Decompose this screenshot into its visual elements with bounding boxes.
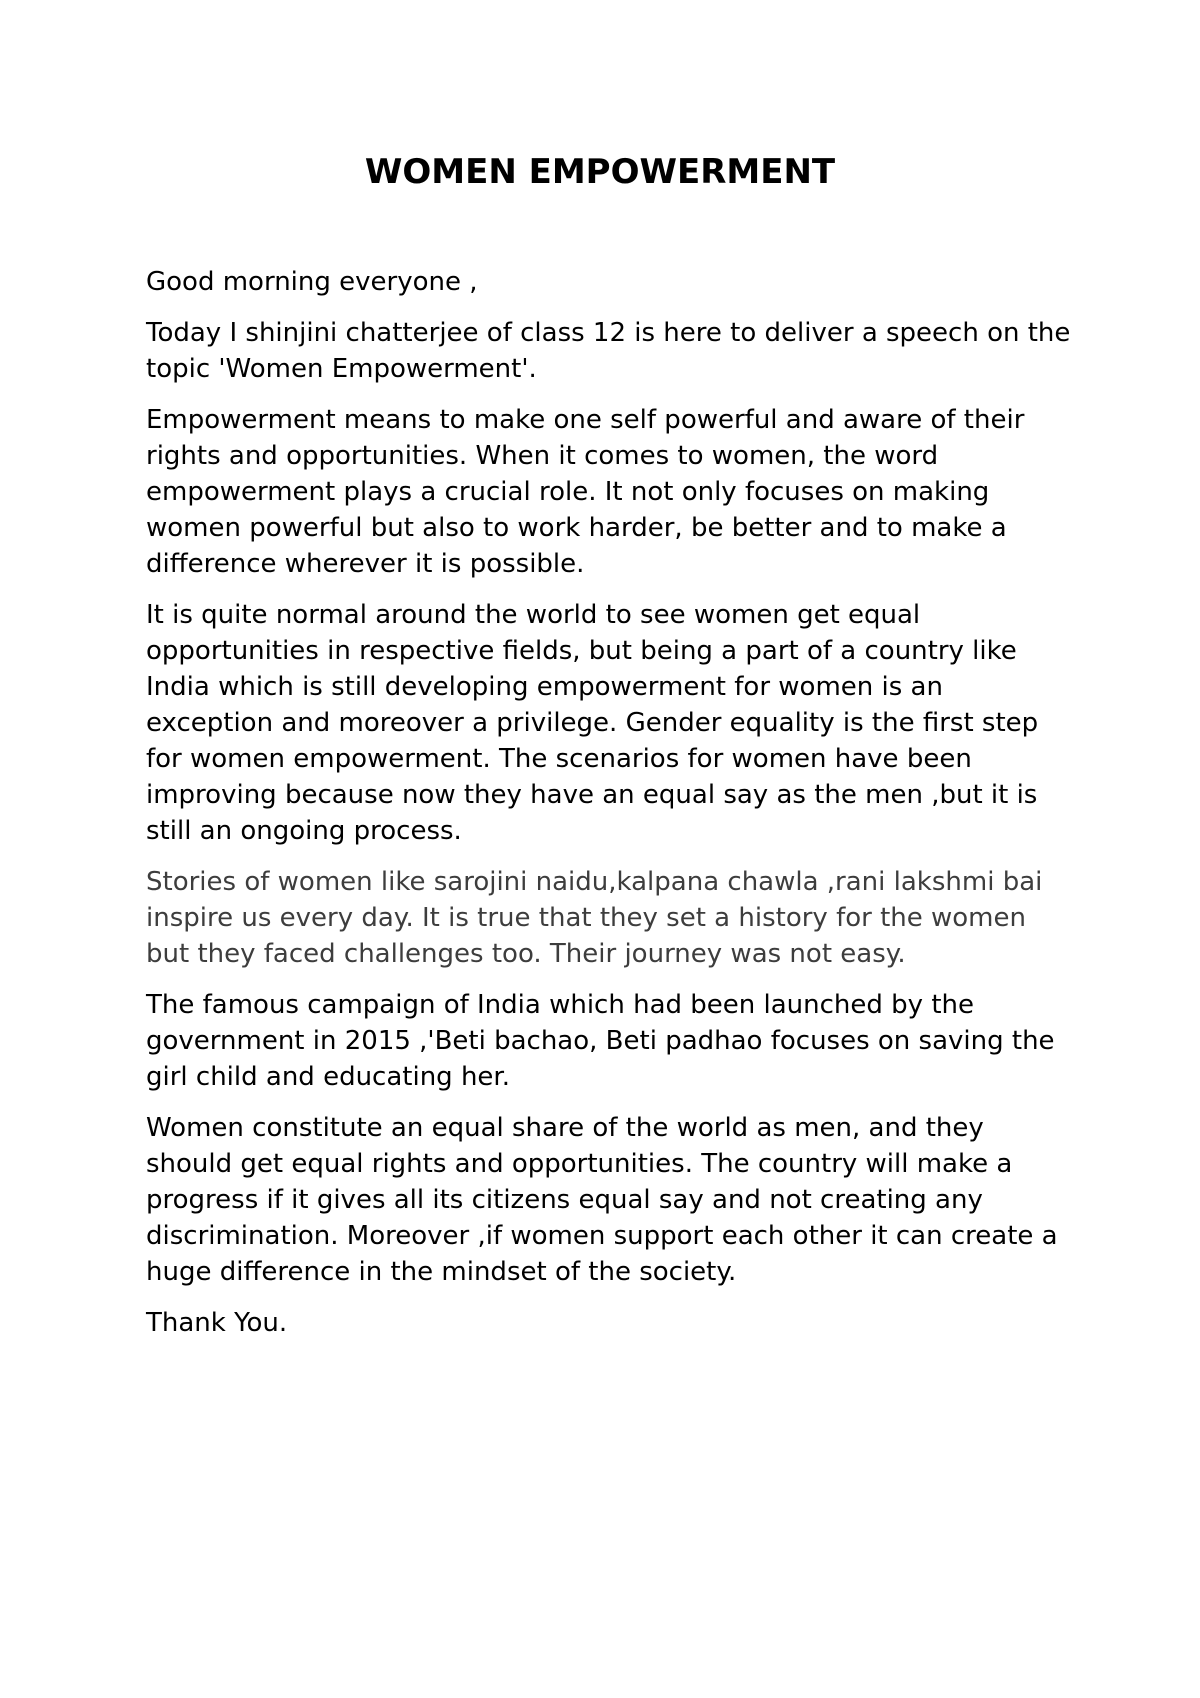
empowerment-definition-paragraph: Empowerment means to make one self powerful and aware of their rights and opportunities. When it comes to women, the word empowerment plays a crucial role. It not only focuses on making women powerful but also to work harder, be better and to make a difference wherever it is possible. [146,405,1025,579]
introduction-paragraph: Today I shinjini chatterjee of class 12 is here to deliver a speech on the topic 'Women Empowerment'. [146,318,1071,384]
campaign-paragraph: The famous campaign of India which had been launched by the government in 2015 ,'Beti bachao, Beti padhao focuses on saving the girl child and educating her. [146,990,1055,1092]
gender-equality-paragraph: It is quite normal around the world to see women get equal opportunities in respective fields, but being a part of a country like India which is still developing empowerment for women is an exception and moreover a privilege. Gender equality is the first step for women empowerment. The scenarios for women have been improving because now they have an equal say as the men ,but it is still an ongoing process. [146,600,1039,846]
closing-paragraph: Thank You. [146,1308,288,1338]
document-body [146,264,1076,1356]
greeting-paragraph: Good morning everyone , [146,267,478,297]
equal-rights-paragraph: Women constitute an equal share of the world as men, and they should get equal rights and opportunities. The country will make a progress if it gives all its citizens equal say and not creating any discrimination. Moreover ,if women support each other it can create a huge difference in the mindset of the society. [146,1113,1058,1287]
inspiring-women-paragraph: Stories of women like sarojini naidu,kalpana chawla ,rani lakshmi bai inspire us every day. It is true that they set a history for the women but they faced challenges too. Their journey was not easy. [146,867,1043,969]
document-title: WOMEN EMPOWERMENT [364,152,836,192]
